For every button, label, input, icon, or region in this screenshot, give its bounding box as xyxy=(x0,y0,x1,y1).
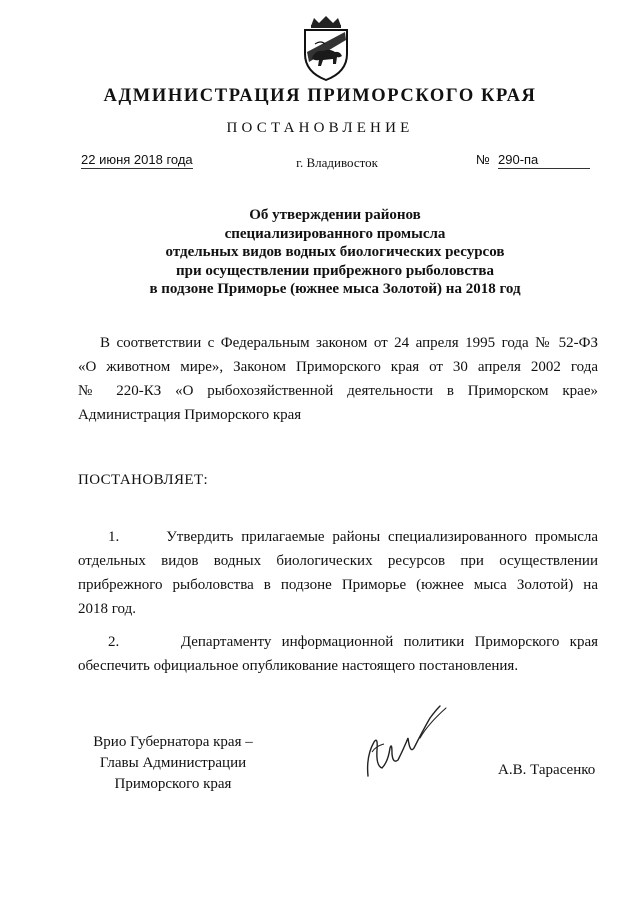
document-city: г. Владивосток xyxy=(296,155,378,170)
position-line: Главы Администрации xyxy=(99,755,247,771)
item-line: обеспечить официальное опубликование настоящего постановления. xyxy=(78,658,519,674)
decree-item-2 xyxy=(78,630,598,678)
signer-name: А.В. Тарасенко xyxy=(498,762,596,778)
handwritten-signature xyxy=(362,702,452,784)
number-value: 290-па xyxy=(498,152,590,169)
item-line: отдельных видов водных биологических ресурсов при осуществлении xyxy=(78,553,598,569)
org-title: АДМИНИСТРАЦИЯ ПРИМОРСКОГО КРАЯ xyxy=(103,86,537,106)
position-line: Приморского края xyxy=(114,776,232,792)
item-line: 2018 год. xyxy=(78,601,136,617)
subject-line: специализированного промысла xyxy=(224,225,446,242)
subject-line: в подзоне Приморье (южнее мыса Золотой) на 2018 год xyxy=(149,281,521,297)
intro-paragraph xyxy=(78,331,598,427)
item-line: 1. Утвердить прилагаемые районы специализированного промысла xyxy=(108,529,598,545)
document-date: 22 июня 2018 года xyxy=(81,152,193,167)
intro-line: № 220-КЗ «О рыбохозяйственной деятельности в Приморском крае» xyxy=(78,383,598,399)
intro-line: «О животном мире», Законом Приморского края от 30 апреля 2002 года xyxy=(78,359,598,375)
signatory-position xyxy=(78,732,268,795)
item-line: прибрежного рыболовства в подзоне Приморье (южнее мыса Золотой) на xyxy=(78,577,598,593)
number-sign: № xyxy=(476,152,490,167)
subject-line: при осуществлении прибрежного рыболовства xyxy=(176,262,494,279)
item-line: 2. Департаменту информационной политики Приморского края xyxy=(108,634,598,650)
coat-of-arms-icon xyxy=(299,14,353,82)
intro-line: Администрация Приморского края xyxy=(78,407,302,423)
document-subject xyxy=(100,206,570,299)
position-line: Врио Губернатора края – xyxy=(93,734,253,750)
intro-line: В соответствии с Федеральным законом от 24 апреля 1995 года № 52-ФЗ xyxy=(100,335,598,351)
subject-line: отдельных видов водных биологических ресурсов xyxy=(165,244,505,260)
document-type: ПОСТАНОВЛЕНИЕ xyxy=(226,120,414,136)
decree-item-1 xyxy=(78,525,598,621)
document-number xyxy=(476,152,596,169)
subject-line: Об утверждении районов xyxy=(249,207,421,223)
decree-heading: ПОСТАНОВЛЯЕТ: xyxy=(78,472,209,488)
